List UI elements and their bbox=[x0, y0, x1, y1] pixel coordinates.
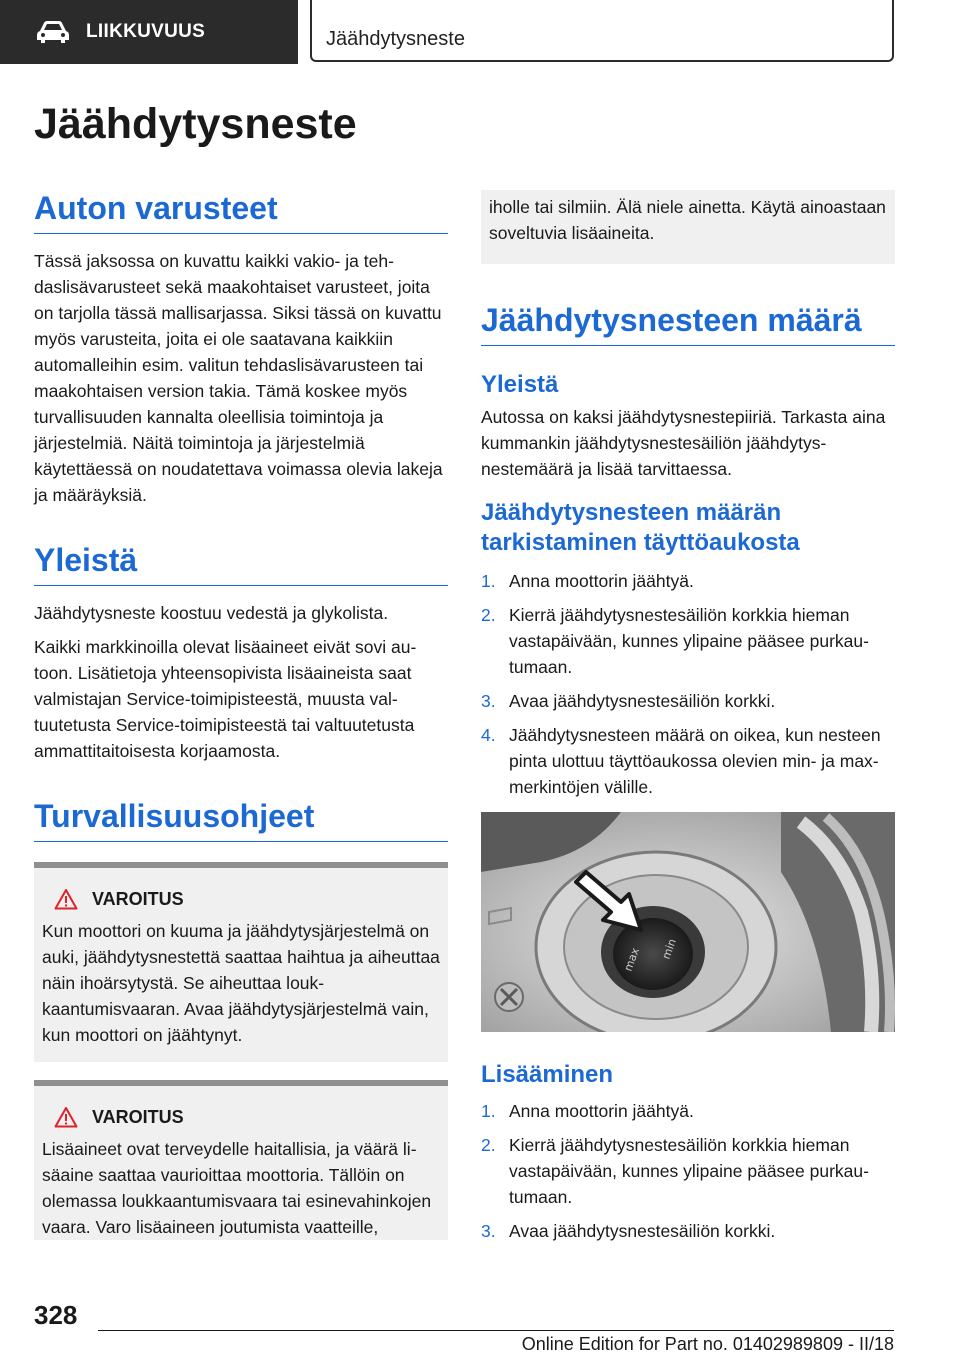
warning-icon bbox=[54, 1106, 78, 1128]
subheading-general: Yleistä bbox=[481, 371, 559, 398]
list-item: 3. Avaa jäähdytysnestesäiliön korkki. bbox=[481, 1221, 776, 1241]
list-item: 1. Anna moottorin jäähtyä. bbox=[481, 1101, 694, 1121]
list-item: 2. Kierrä jäähdytysnestesäiliön korkkia hieman vastapäivään, kunnes ylipaine pääsee purkautumaan. bbox=[481, 1135, 869, 1207]
warning-header bbox=[54, 1106, 440, 1128]
list-item: 4. Jäähdytysnesteen määrä on oikea, kun nesteen pinta ulottuu täyttöaukossa olevien min- ja max-merkintöjen välille. bbox=[481, 725, 881, 797]
max-mark: max bbox=[621, 946, 643, 974]
paragraph-general-2: Kaikki markkinoilla olevat lisäaineet eivät sovi autoon. Lisätietoja yhteensopivista lisäaineista saat valmistajan Service-toimipisteestä, muusta valtuutetusta Service-toimipisteestä tai valtuutetusta ammattitaitoisesta korjaamosta. bbox=[34, 637, 417, 761]
car-icon bbox=[36, 20, 70, 44]
check-steps-list bbox=[481, 568, 895, 800]
warning-header bbox=[54, 888, 440, 910]
page-title: Jäähdytysneste bbox=[34, 100, 357, 148]
section-label: LIIKKUVUUS bbox=[86, 21, 206, 42]
list-item: 3. Avaa jäähdytysnestesäiliön korkki. bbox=[481, 691, 776, 711]
breadcrumb-text: Jäähdytysneste bbox=[326, 28, 465, 50]
paragraph-coolant-general: Autossa on kaksi jäähdytysnestepiiriä. Tarkasta aina kummankin jäähdytysnestesäiliön jäähdytysnestemäärä ja lisää tarvittaessa. bbox=[481, 407, 886, 479]
warning-box-1 bbox=[34, 862, 448, 1062]
heading-general: Yleistä bbox=[34, 542, 448, 586]
paragraph-equipment: Tässä jaksossa on kuvattu kaikki vakio- ja tehdaslisävarusteet sekä maakohtaiset varusteet, joita on tarjolla tässä mallisarjassa. Siksi tässä on kuvattu myös varusteita, joita ei ole saatavana kaikkiin automalleihin esim. valitun tehdaslisävarusteen tai maakohtaisen version takia. Tämä koskee myös turvallisuuden kannalta oleellisia toimintoja ja järjestelmiä. Näitä toimintoja ja järjestelmiä käytettäessä on noudatettava voimassa olevia lakeja ja määräyksiä. bbox=[34, 251, 443, 505]
warning-icon bbox=[54, 888, 78, 910]
warning-text: Lisäaineet ovat terveydelle haitallisia, ja väärä lisäaine saattaa vaurioittaa moottoria. Tällöin on olemassa loukkaantumisvaara tai esinevahinkojen vaara. Varo lisäaineen joutumista vaatteille, bbox=[42, 1139, 432, 1237]
list-item: 2. Kierrä jäähdytysnestesäiliön korkkia hieman vastapäivään, kunnes ylipaine pääsee purkautumaan. bbox=[481, 605, 869, 677]
list-item: 1. Anna moottorin jäähtyä. bbox=[481, 571, 694, 591]
section-tab[interactable] bbox=[0, 0, 298, 64]
footer-divider bbox=[98, 1330, 894, 1331]
min-mark: min bbox=[659, 937, 679, 962]
warning-text-continued: iholle tai silmiin. Älä niele ainetta. Käytä ainoastaan soveltuvia lisäaineita. bbox=[489, 197, 886, 243]
warning-label: VAROITUS bbox=[92, 1106, 184, 1127]
left-column bbox=[34, 190, 448, 1240]
footer-edition: Online Edition for Part no. 01402989809 - II/18 bbox=[521, 1334, 894, 1354]
page-number: 328 bbox=[34, 1300, 78, 1330]
warning-text: Kun moottori on kuuma ja jäähdytysjärjestelmä on auki, jäähdytysnestettä saattaa haihtua ja aiheuttaa näin ihoärsytystä. Se aiheuttaa loukkaantumisvaaran. Avaa jäähdytysjärjestelmä vain, kun moottori on jäähtynyt. bbox=[42, 921, 440, 1045]
paragraph-general-1: Jäähdytysneste koostuu vedestä ja glykolista. bbox=[34, 603, 389, 623]
warning-label: VAROITUS bbox=[92, 888, 184, 909]
warning-box-2 bbox=[34, 1080, 448, 1240]
right-column bbox=[481, 190, 895, 1252]
heading-equipment: Auton varusteet bbox=[34, 190, 448, 234]
heading-coolant-level: Jäähdytysnesteen määrä bbox=[481, 302, 895, 346]
coolant-reservoir-photo bbox=[481, 812, 895, 1032]
heading-safety: Turvallisuusohjeet bbox=[34, 798, 448, 842]
add-steps-list bbox=[481, 1098, 895, 1244]
breadcrumb bbox=[310, 0, 894, 62]
warning-continuation bbox=[481, 190, 895, 264]
subheading-adding: Lisääminen bbox=[481, 1061, 614, 1088]
subheading-check: Jäähdytysnesteen määrän tarkistaminen täyttöaukosta bbox=[481, 499, 800, 556]
